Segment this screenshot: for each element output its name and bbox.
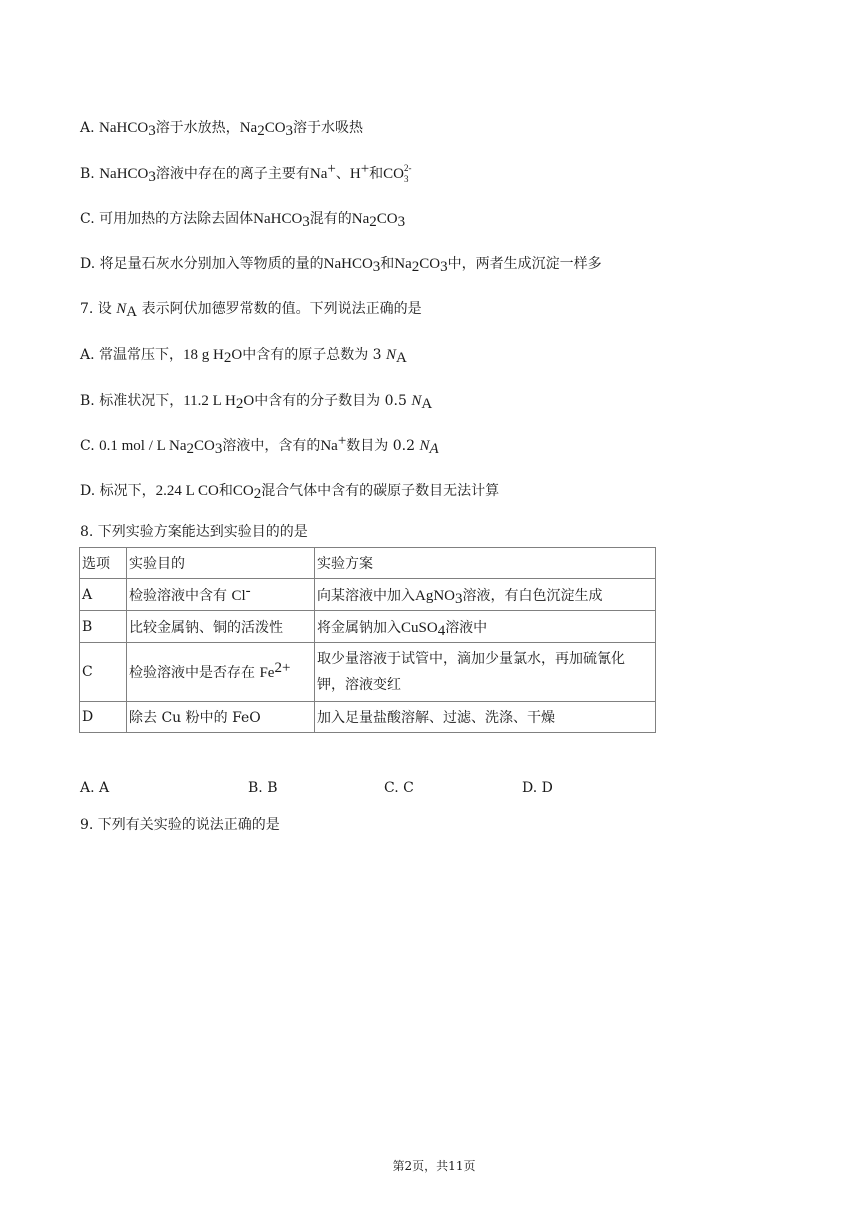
q8-option-b: B. B [248,780,278,796]
q8-stem: 8. 下列实验方案能达到实验目的的是 [80,524,308,540]
q6-option-d: D. 将足量石灰水分别加入等物质的量的NaHCO$_3$和$Na_2CO_3$中，两者生成沉淀一样多 [80,256,602,275]
row-option: A [80,579,127,611]
q8-option-c: C. C [384,780,414,796]
row-plan: 向某溶液中加入AgNO$_3$溶液，有白色沉淀生成 [315,579,656,611]
row-goal: 检验溶液中含有 Cl- [127,579,315,611]
header-plan: 实验方案 [315,548,656,579]
row-plan: 加入足量盐酸溶解、过滤、洗涤、干燥 [315,702,656,733]
co3-charge-stack: 2- 3 [404,163,412,184]
row-option: C [80,643,127,702]
q8-option-d: D. D [522,780,553,796]
q7-option-b: B. 标准状况下，11.2 L $H_2O$中含有的分子数目为 0.5 $N_A$ [80,393,433,412]
q6-option-a: A. NaHCO$_3$溶于水放热，$Na_2CO_3$溶于水吸热 [80,120,364,139]
row-goal: 检验溶液中是否存在 $Fe^{2+}$ [127,643,315,702]
q8-option-a: A. A [80,780,110,796]
table-header-row [80,548,656,579]
header-goal: 实验目的 [127,548,315,579]
q9-stem: 9. 下列有关实验的说法正确的是 [80,817,280,833]
header-option: 选项 [80,548,127,579]
q7-stem: 7. 设 $N_A$ 表示阿伏加德罗常数的值。下列说法正确的是 [80,301,422,320]
row-plan: 取少量溶液于试管中，滴加少量氯水，再加硫氰化 钾，溶液变红 [315,643,656,702]
q6-option-b: B. NaHCO$_3$溶液中存在的离子主要有Na+、H+和CO 2- 3 [80,161,412,185]
row-goal: 比较金属钠、铜的活泼性 [127,611,315,643]
q7-option-a: A. 常温常压下，18 g $H_2O$中含有的原子总数为 3 $N_A$ [80,347,407,366]
row-option: B [80,611,127,643]
q6-option-c: C. 可用加热的方法除去固体NaHCO$_3$混有的$Na_2CO_3$ [80,211,406,230]
q7-option-d: D. 标况下，2.24 L CO和$CO_2$混合气体中含有的碳原子数目无法计算 [80,483,500,502]
table-row [80,579,656,611]
row-goal: 除去 Cu 粉中的 FeO [127,702,315,733]
table-row [80,702,656,733]
q8-answer-options [0,780,868,800]
table-row [80,611,656,643]
q7-option-c: C. 0.1 mol / L $Na_2CO_3$溶液中，含有的Na+数目为 0.2 $N_A$ [80,433,439,457]
experiment-table [79,547,656,733]
page-footer: 第2页，共11页 [392,1159,476,1173]
table-row [80,643,656,702]
row-plan: 将金属钠加入CuSO$_4$溶液中 [315,611,656,643]
row-option: D [80,702,127,733]
